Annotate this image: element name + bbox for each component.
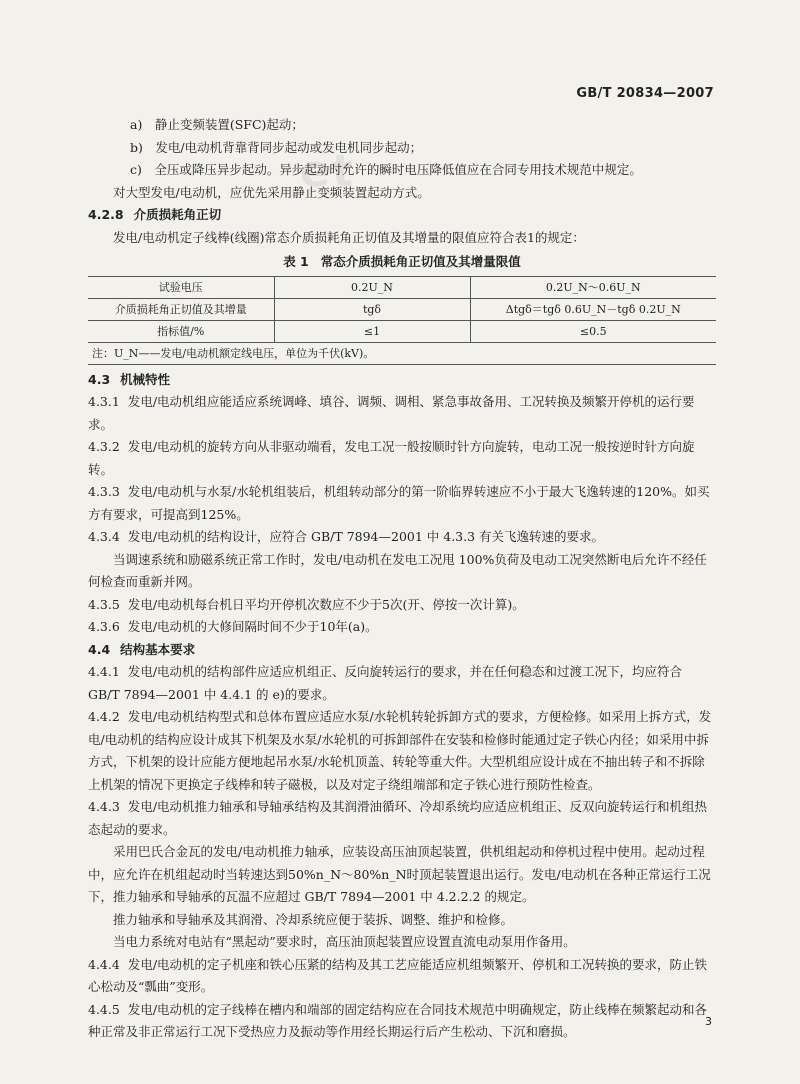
- clause-number: 4.3.5: [88, 596, 120, 612]
- table-cell: 0.2U_N～0.6U_N: [470, 276, 716, 298]
- clause-paragraph: [88, 796, 716, 841]
- clause-number: 4.3.2: [88, 439, 120, 454]
- table-note: 注：U_N——发电/电动机额定线电压，单位为千伏(kV)。: [88, 342, 716, 364]
- clause-number: 4.3.3: [88, 484, 120, 499]
- clause-number: 4.3.4: [88, 529, 120, 544]
- clause-number: 4.4.2: [88, 709, 120, 724]
- list-item: c) 全压或降压异步起动。异步起动时允许的瞬时电压降低值应在合同专用技术规范中规定。: [130, 162, 642, 177]
- clause-paragraph: [88, 999, 716, 1044]
- clause-number: 4.4.1: [88, 664, 120, 679]
- paragraph: 发电/电动机定子线棒(线圈)常态介质损耗角正切值及其增量的限值应符合表1的规定：: [113, 229, 585, 245]
- clause-paragraph: [88, 526, 716, 549]
- clause-text: 发电/电动机与水泵/水轮机组装后，机组转动部分的第一阶临界转速应不小于最大飞逸转速的120%。如买方有要求，可提高到125%。: [88, 484, 710, 522]
- clause-text: 发电/电动机结构型式和总体布置应适应水泵/水轮机转轮拆卸方式的要求，方便检修。如采用上拆方式，发电/电动机的结构应设计成其下机架及水泵/水轮机的可拆卸部件在安装和检修时能通过定子铁心内径；如采用中拆方式，下机架的设计应能方便地起吊水泵/水轮机顶盖、转轮等重大件。大型机组应设计成在不抽出转子和不拆除上机架的情况下更换定子线棒和转子磁极，以及对定子绕组端部和定子铁心进行预防性检查。: [88, 709, 712, 792]
- clause-number: 4.4.4: [88, 956, 120, 972]
- clause-number: 4.4.5: [88, 1001, 120, 1017]
- table-row: [88, 298, 716, 320]
- clause-text: 发电/电动机的旋转方向从非驱动端看，发电工况一般按顺时针方向旋转，电动工况一般按逆时针方向旋转。: [88, 439, 695, 477]
- clause-text: 发电/电动机的定子机座和铁心压紧的结构及其工艺应能适应机组频繁开、停机和工况转换的要求，防止铁心松动及“瓢曲”变形。: [88, 956, 708, 994]
- table-note-row: [88, 342, 716, 364]
- table-cell: ≤1: [274, 320, 470, 342]
- clause-number: 4.3.6: [88, 619, 120, 634]
- clause-text: 发电/电动机推力轴承和导轴承结构及其润滑油循环、冷却系统均应适应机组正、反双向旋转运行和机组热态起动的要求。: [88, 799, 708, 837]
- clause-text: 发电/电动机组应能适应系统调峰、填谷、调频、调相、紧急事故备用、工况转换及频繁开停机的运行要求。: [88, 394, 695, 432]
- clause-paragraph: [88, 954, 716, 999]
- table-cell: tgδ: [274, 298, 470, 320]
- clause-text: 发电/电动机的定子线棒在槽内和端部的固定结构应在合同技术规范中明确规定，防止线棒在频繁起动和各种正常及非正常运行工况下受热应力及振动等作用经长期运行后产生松动、下沉和磨损。: [88, 1001, 708, 1039]
- watermark: et: [300, 146, 355, 197]
- section-heading-4-3: 4.3 机械特性: [88, 371, 171, 387]
- clause-text: 发电/电动机的结构设计，应符合 GB/T 7894—2001 中 4.3.3 有关飞逸转速的要求。: [127, 529, 605, 544]
- table-cell: 0.2U_N: [274, 276, 470, 298]
- standard-number: GB/T 20834—2007: [576, 86, 714, 101]
- page-content: [88, 114, 716, 1044]
- clause-paragraph: [88, 481, 716, 526]
- paragraph: 采用巴氏合金瓦的发电/电动机推力轴承，应装设高压油顶起装置，供机组起动和停机过程中使用。起动过程中，应允许在机组起动时当转速达到50%n_N～80%n_N时顶起装置退出运行。发电/电动机在各种正常运行工况下，推力轴承和导轴承的瓦温不应超过 GB/T 7894—2001 中 4.2.2.2 的规定。: [88, 844, 711, 904]
- table-cell: 试验电压: [88, 276, 274, 298]
- clause-paragraph: [88, 706, 716, 796]
- clause-heading-4-2-8: 4.2.8 介质损耗角正切: [88, 207, 222, 222]
- list-item: a) 静止变频装置(SFC)起动；: [130, 117, 304, 132]
- clause-paragraph: [88, 436, 716, 481]
- clause-paragraph: [88, 594, 716, 617]
- startup-methods-list: [88, 114, 716, 204]
- paragraph: 对大型发电/电动机，应优先采用静止变频装置起动方式。: [113, 184, 430, 200]
- table-cell: 指标值/%: [88, 320, 274, 342]
- table-row: [88, 276, 716, 298]
- table-cell: Δtgδ＝tgδ 0.6U_N－tgδ 0.2U_N: [470, 298, 716, 320]
- table-cell: ≤0.5: [470, 320, 716, 342]
- clause-text: 发电/电动机的结构部件应适应机组正、反向旋转运行的要求，并在任何稳态和过渡工况下，均应符合 GB/T 7894—2001 中 4.4.1 的 e)的要求。: [88, 664, 683, 702]
- paragraph: 推力轴承和导轴承及其润滑、冷却系统应便于装拆、调整、维护和检修。: [113, 911, 514, 927]
- paragraph: 当调速系统和励磁系统正常工作时，发电/电动机在发电工况甩 100%负荷及电动工况突然断电后允许不经任何检查而重新并网。: [88, 551, 707, 589]
- clause-number: 4.3.1: [88, 394, 120, 409]
- list-item: b) 发电/电动机背靠背同步起动或发电机同步起动；: [130, 139, 423, 155]
- clause-paragraph: [88, 391, 716, 436]
- table-cell: 介质损耗角正切值及其增量: [88, 298, 274, 320]
- table-caption: 表 1 常态介质损耗角正切值及其增量限值: [283, 254, 521, 269]
- clause-paragraph: [88, 616, 716, 639]
- section-4-4-body: [88, 661, 716, 1044]
- page-number: 3: [705, 1015, 712, 1028]
- section-heading-4-4: 4.4 结构基本要求: [88, 641, 196, 657]
- table-row: [88, 320, 716, 342]
- paragraph: 当电力系统对电站有“黑起动”要求时，高压油顶起装置应设置直流电动泵用作备用。: [113, 934, 576, 949]
- clause-paragraph: [88, 661, 716, 706]
- dielectric-loss-table: [88, 276, 716, 365]
- clause-text: 发电/电动机每台机日平均开停机次数应不少于5次(开、停按一次计算)。: [127, 596, 525, 612]
- clause-text: 发电/电动机的大修间隔时间不少于10年(a)。: [127, 619, 378, 634]
- clause-number: 4.4.3: [88, 799, 120, 814]
- section-4-3-body: [88, 391, 716, 639]
